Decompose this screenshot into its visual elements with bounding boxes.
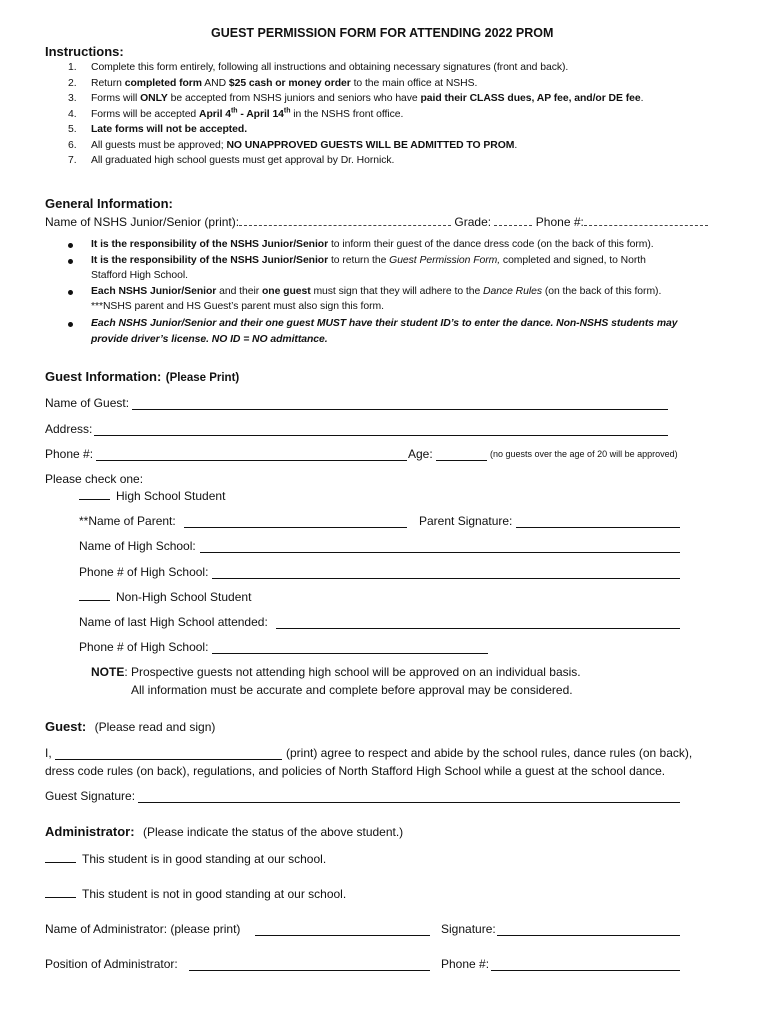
student-phone-label: Phone #: xyxy=(535,215,584,229)
instruction-number: 4. xyxy=(68,108,77,120)
text-run: Late forms will not be accepted. xyxy=(91,124,248,135)
guest-signature-field[interactable] xyxy=(138,802,680,803)
student-name-label: Name of NSHS Junior/Senior (print): xyxy=(45,215,240,229)
instruction-item xyxy=(91,140,517,151)
guest-heading: Guest: xyxy=(45,719,87,734)
guest-agree-line-1: (print) agree to respect and abide by the school rules, dance rules (on back), xyxy=(286,746,693,760)
general-info-line xyxy=(91,239,654,250)
guest-phone-label: Phone #: xyxy=(45,447,94,461)
parent-name-field[interactable] xyxy=(184,527,407,528)
text-run: completed and signed, to North xyxy=(500,255,646,266)
parent-name-label: **Name of Parent: xyxy=(79,514,176,528)
guest-info-heading-note: (Please Print) xyxy=(165,372,240,384)
note-text-1: : Prospective guests not attending high school will be approved on an individual basis. xyxy=(124,665,581,679)
text-run: AND xyxy=(201,77,229,89)
hs-name-field[interactable] xyxy=(200,552,680,553)
hs-phone-field[interactable] xyxy=(212,578,680,579)
admin-name-field[interactable] xyxy=(255,935,430,936)
text-run: and their xyxy=(216,286,262,297)
instruction-number: 7. xyxy=(68,155,77,166)
instruction-item xyxy=(91,93,643,104)
text-run: Return xyxy=(91,77,125,89)
guest-age-field[interactable] xyxy=(436,460,487,461)
bullet-dot xyxy=(68,243,73,248)
admin-phone-label: Phone #: xyxy=(441,957,490,971)
note-line-1 xyxy=(91,665,581,679)
last-hs-phone-label: Phone # of High School: xyxy=(79,640,209,654)
bullet-dot xyxy=(68,259,73,264)
text-run: - April 14 xyxy=(237,108,284,120)
text-run: paid their CLASS dues, AP fee, and/or DE fee xyxy=(420,93,641,104)
guest-name-label: Name of Guest: xyxy=(45,396,130,410)
instruction-item xyxy=(91,124,247,135)
text-run: All graduated high school guests must get approval by Dr. Hornick. xyxy=(91,155,395,166)
guest-name-field[interactable] xyxy=(132,409,668,410)
admin-heading-note: (Please indicate the status of the above student.) xyxy=(143,825,404,839)
parent-signature-field[interactable] xyxy=(516,527,680,528)
hs-name-label: Name of High School: xyxy=(79,539,196,553)
instruction-number: 2. xyxy=(68,77,77,89)
text-run: must sign that they will adhere to the xyxy=(310,286,484,297)
text-run: . xyxy=(640,93,644,104)
text-run: th xyxy=(230,107,238,115)
general-info-line xyxy=(91,255,646,266)
parent-signature-label: Parent Signature: xyxy=(419,514,513,528)
last-hs-label: Name of last High School attended: xyxy=(79,615,268,629)
guest-address-field[interactable] xyxy=(94,435,668,436)
student-info-row xyxy=(45,214,708,229)
text-run: ONLY xyxy=(140,93,168,104)
text-run: (on the back of this form). xyxy=(542,286,662,297)
instruction-number: 3. xyxy=(68,93,77,104)
text-run: Dance Rules xyxy=(483,286,542,297)
hs-student-label: High School Student xyxy=(116,489,226,503)
good-standing-option xyxy=(45,852,326,866)
text-run: It is the responsibility of the NSHS Junior/Senior xyxy=(91,239,329,250)
guest-age-note: (no guests over the age of 20 will be approved) xyxy=(490,449,678,459)
text-run: April 4 xyxy=(199,108,231,120)
note-line-2: All information must be accurate and complete before approval may be considered. xyxy=(131,683,573,697)
bullet-dot xyxy=(68,290,73,295)
general-info-heading: General Information: xyxy=(45,196,173,211)
hs-student-checkbox[interactable] xyxy=(79,489,110,500)
last-hs-phone-field[interactable] xyxy=(212,653,488,654)
hs-phone-label: Phone # of High School: xyxy=(79,565,209,579)
admin-signature-field[interactable] xyxy=(497,935,680,936)
guest-print-name-field[interactable] xyxy=(55,759,282,760)
instruction-number: 6. xyxy=(68,139,77,151)
guest-info-heading-row xyxy=(45,368,239,386)
instruction-number: 1. xyxy=(68,62,77,73)
form-title: GUEST PERMISSION FORM FOR ATTENDING 2022 PROM xyxy=(211,26,554,40)
good-standing-label: This student is in good standing at our school. xyxy=(82,852,327,866)
instruction-number: 5. xyxy=(68,124,77,135)
student-name-field[interactable] xyxy=(239,214,451,226)
text-run: be accepted from NSHS juniors and seniors who have xyxy=(167,93,421,104)
text-run: Forms will be accepted xyxy=(91,108,199,120)
guest-agree-line-2: dress code rules (on back), regulations, and policies of North Stafford High School while a guest at the school dance. xyxy=(45,764,666,778)
text-run: in the NSHS front office. xyxy=(290,108,404,120)
instruction-item xyxy=(91,155,394,166)
admin-position-field[interactable] xyxy=(189,970,430,971)
text-run: one guest xyxy=(261,286,311,297)
guest-address-label: Address: xyxy=(45,422,93,436)
guest-agree-prefix: I, xyxy=(45,746,52,760)
grade-field[interactable] xyxy=(494,214,532,226)
admin-signature-label: Signature: xyxy=(441,922,496,936)
guest-phone-field[interactable] xyxy=(96,460,407,461)
non-hs-student-label: Non-High School Student xyxy=(116,590,252,604)
text-run: Each NSHS Junior/Senior and their one guest MUST have their student ID’s to enter the dance. Non-NSHS students may xyxy=(91,318,678,329)
non-hs-student-checkbox[interactable] xyxy=(79,590,110,601)
guest-age-label: Age: xyxy=(408,447,433,461)
hs-student-option xyxy=(79,489,225,503)
text-run: provide driver’s license. NO ID = NO admittance. xyxy=(91,334,328,345)
check-one-label: Please check one: xyxy=(45,472,144,486)
not-good-standing-option xyxy=(45,887,346,901)
text-run: Complete this form entirely, following all instructions and obtaining necessary signatures (front and back). xyxy=(91,62,569,73)
student-phone-field[interactable] xyxy=(584,214,708,226)
text-run: $25 cash or money order xyxy=(228,77,351,89)
general-info-line xyxy=(91,318,677,329)
good-standing-checkbox[interactable] xyxy=(45,852,76,863)
guest-info-heading: Guest Information: xyxy=(45,369,162,384)
grade-label: Grade: xyxy=(454,215,492,229)
text-run: All guests must be approved; xyxy=(91,139,227,151)
bullet-dot xyxy=(68,322,73,327)
instructions-heading: Instructions: xyxy=(45,44,124,59)
text-run: Forms will xyxy=(91,93,141,104)
general-info-line xyxy=(91,270,188,281)
admin-position-label: Position of Administrator: xyxy=(45,957,178,971)
text-run: Stafford High School. xyxy=(91,270,188,281)
text-run: completed form xyxy=(124,77,202,89)
text-run: Each NSHS Junior/Senior xyxy=(91,286,217,297)
admin-phone-field[interactable] xyxy=(491,970,680,971)
text-run: to the main office at NSHS. xyxy=(350,77,478,89)
general-info-line xyxy=(91,286,661,297)
note-label: NOTE xyxy=(91,665,125,679)
text-run: ***NSHS parent and HS Guest’s parent must also sign this form. xyxy=(91,301,384,312)
general-info-line xyxy=(91,301,384,312)
text-run: NO UNAPPROVED GUESTS WILL BE ADMITTED TO PROM xyxy=(226,139,515,151)
admin-heading: Administrator: xyxy=(45,824,135,839)
not-good-standing-label: This student is not in good standing at our school. xyxy=(82,887,347,901)
guest-heading-row xyxy=(45,718,215,736)
text-run: It is the responsibility of the NSHS Junior/Senior xyxy=(91,255,329,266)
instruction-item xyxy=(91,78,477,89)
instruction-item xyxy=(91,62,568,73)
text-run: th xyxy=(283,107,291,115)
text-run: . xyxy=(514,139,518,151)
text-run: to return the xyxy=(328,255,390,266)
admin-heading-row xyxy=(45,823,403,841)
not-good-standing-checkbox[interactable] xyxy=(45,887,76,898)
last-hs-field[interactable] xyxy=(276,628,680,629)
non-hs-student-option xyxy=(79,590,251,604)
admin-name-label: Name of Administrator: (please print) xyxy=(45,922,241,936)
text-run: Guest Permission Form, xyxy=(389,255,501,266)
general-info-line xyxy=(91,334,328,345)
guest-signature-label: Guest Signature: xyxy=(45,789,136,803)
guest-heading-note: (Please read and sign) xyxy=(94,720,216,734)
instruction-item xyxy=(91,109,403,120)
text-run: to inform their guest of the dance dress code (on the back of this form). xyxy=(328,239,654,250)
